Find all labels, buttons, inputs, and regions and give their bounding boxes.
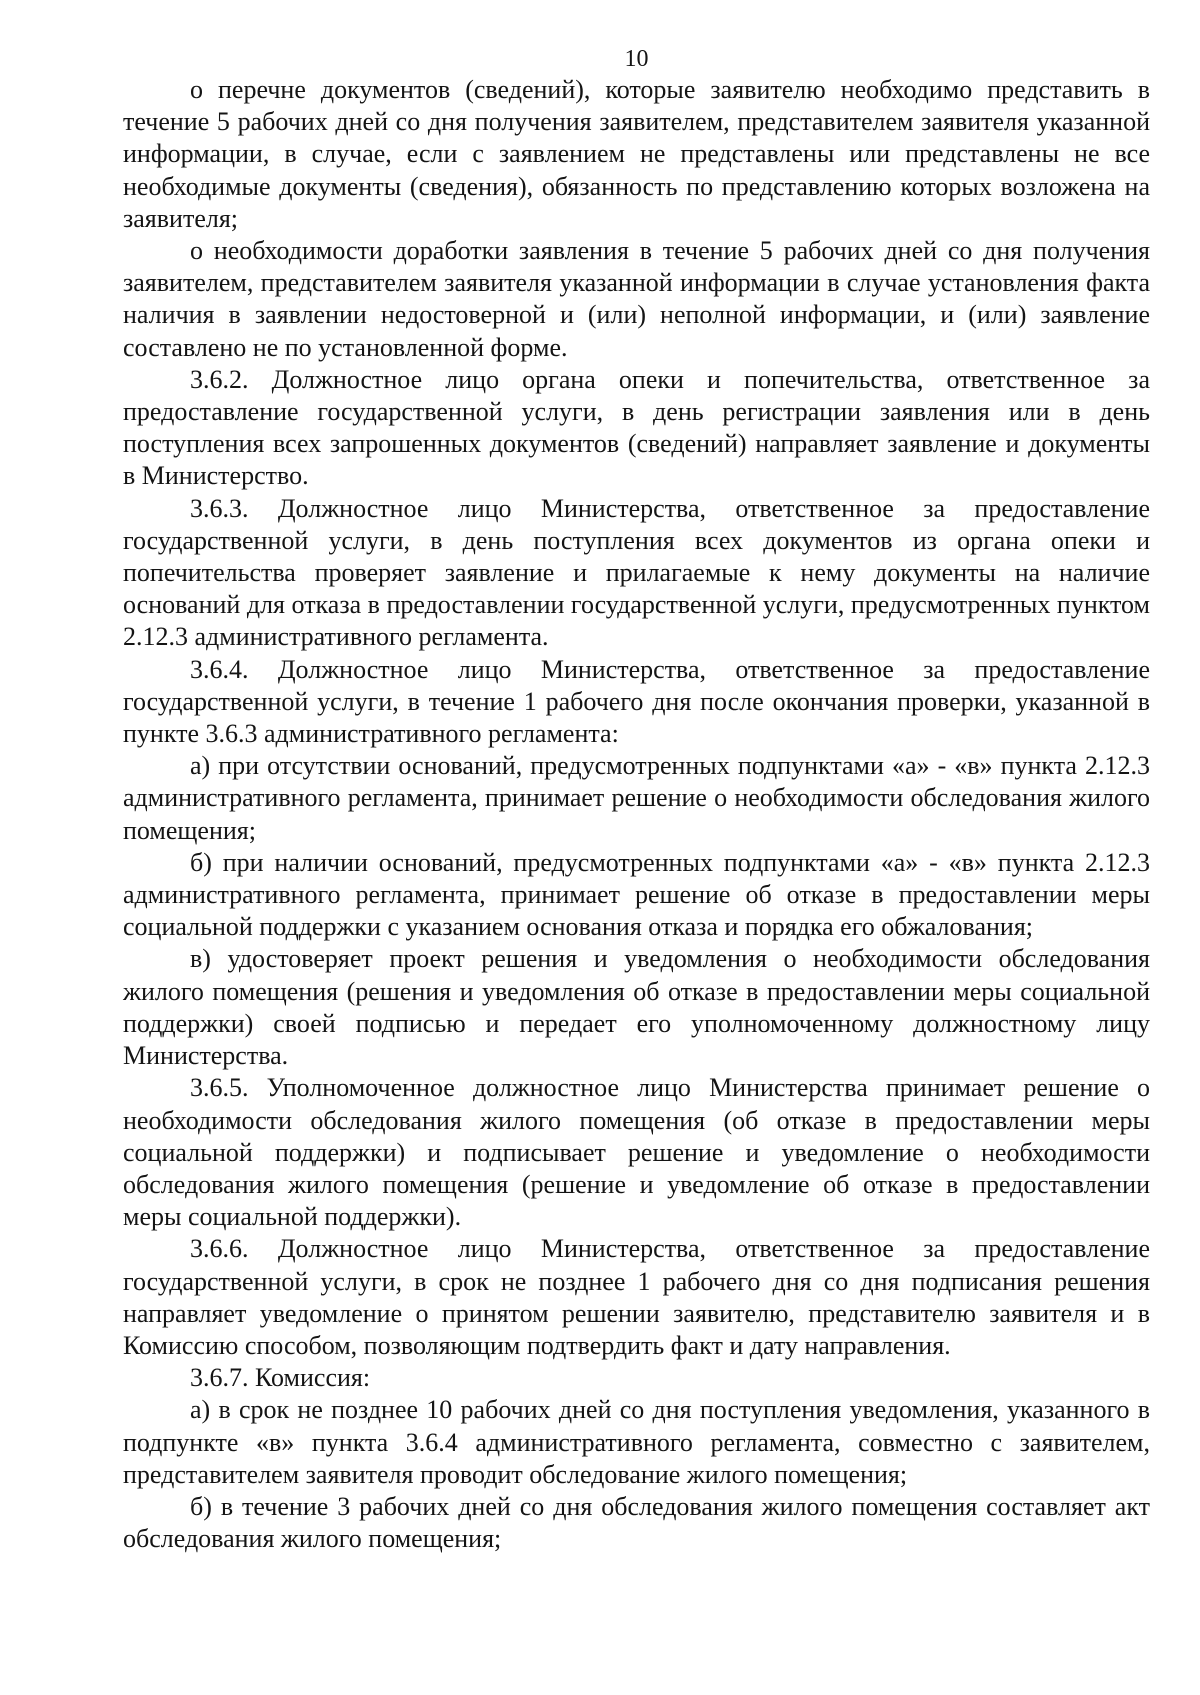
- paragraph-application-revision: о необходимости доработки заявления в течение 5 рабочих дней со дня получения заявителем, представителем заявителя указанной информации в случае установления факта наличия в заявлении недостоверной и (или) неполной информации, и (или) заявление составлено не по установленной форме.: [123, 236, 1150, 362]
- paragraph-3-6-7-a: а) в срок не позднее 10 рабочих дней со дня поступления уведомления, указанного в подпункте «в» пункта 3.6.4 административного регламента, совместно с заявителем, представителем заявителя проводит обследование жилого помещения;: [123, 1395, 1150, 1489]
- document-body: [123, 74, 1150, 1555]
- paragraph-3-6-6: 3.6.6. Должностное лицо Министерства, ответственное за предоставление государственной услуги, в срок не позднее 1 рабочего дня со дня подписания решения направляет уведомление о принятом решении заявителю, представителю заявителя и в Комиссию способом, позволяющим подтвердить факт и дату направления.: [123, 1234, 1150, 1360]
- paragraph-3-6-4-v: в) удостоверяет проект решения и уведомления о необходимости обследования жилого помещения (решения и уведомления об отказе в предоставлении меры социальной поддержки) своей подписью и передает его уполномоченному должностному лицу Министерства.: [123, 944, 1150, 1071]
- paragraph-3-6-2: 3.6.2. Должностное лицо органа опеки и попечительства, ответственное за предоставление государственной услуги, в день регистрации заявления или в день поступления всех запрошенных документов (сведений) направляет заявление и документы в Министерство.: [123, 364, 1150, 491]
- paragraph-3-6-3: 3.6.3. Должностное лицо Министерства, ответственное за предоставление государственной услуги, в день поступления всех документов из органа опеки и попечительства проверяет заявление и прилагаемые к нему документы на наличие оснований для отказа в предоставлении государственной услуги, предусмотренных пунктом 2.12.3 административного регламента.: [123, 493, 1150, 652]
- paragraph-3-6-7-b: б) в течение 3 рабочих дней со дня обследования жилого помещения составляет акт обследования жилого помещения;: [123, 1491, 1150, 1554]
- paragraph-3-6-4-b: б) при наличии оснований, предусмотренных подпунктами «а» - «в» пункта 2.12.3 административного регламента, принимает решение об отказе в предоставлении меры социальной поддержки с указанием основания отказа и порядка его обжалования;: [123, 847, 1150, 942]
- paragraph-3-6-5: 3.6.5. Уполномоченное должностное лицо Министерства принимает решение о необходимости обследования жилого помещения (об отказе в предоставлении меры социальной поддержки) и подписывает решение и уведомление о необходимости обследования жилого помещения (решение и уведомление об отказе в предоставлении меры социальной поддержки).: [123, 1073, 1150, 1232]
- paragraph-documents-list: о перечне документов (сведений), которые заявителю необходимо представить в течение 5 рабочих дней со дня получения заявителем, представителем заявителя указанной информации, в случае, если с заявлением не представлены или представлены не все необходимые документы (сведения), обязанность по представлению которых возложена на заявителя;: [123, 75, 1150, 233]
- page-number: 10: [624, 46, 649, 72]
- paragraph-3-6-7: 3.6.7. Комиссия:: [190, 1363, 371, 1393]
- paragraph-3-6-4-a: а) при отсутствии оснований, предусмотренных подпунктами «а» - «в» пункта 2.12.3 административного регламента, принимает решение о необходимости обследования жилого помещения;: [123, 751, 1150, 845]
- paragraph-3-6-4: 3.6.4. Должностное лицо Министерства, ответственное за предоставление государственной услуги, в течение 1 рабочего дня после окончания проверки, указанной в пункте 3.6.3 административного регламента:: [123, 654, 1150, 749]
